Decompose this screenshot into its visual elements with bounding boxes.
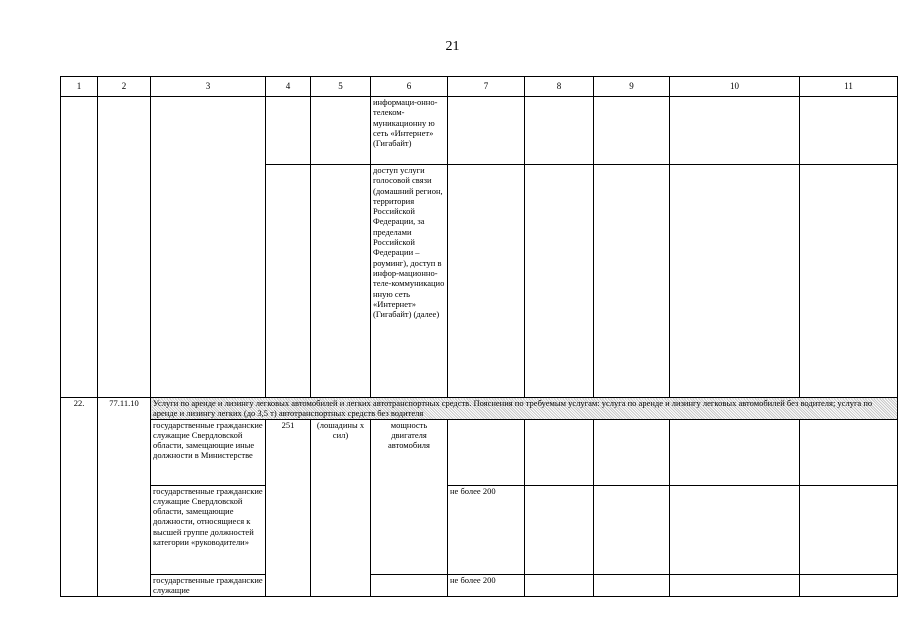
employee-category: государственные гражданские служащие Свердловской области, замещающие должности, относящиеся к высшей группе должностей категории «руководители» (151, 485, 266, 574)
column-header: 4 (266, 77, 311, 97)
table-cell (525, 97, 594, 165)
column-header: 9 (594, 77, 670, 97)
table-row (61, 97, 898, 165)
table-cell (151, 97, 266, 398)
table-row (61, 485, 898, 574)
table-cell (594, 165, 670, 398)
table-cell (98, 97, 151, 398)
table-cell (670, 165, 800, 398)
table-cell (61, 97, 98, 398)
table-cell (525, 165, 594, 398)
table-cell (594, 419, 670, 485)
table-cell (525, 485, 594, 574)
table-cell (448, 97, 525, 165)
value-cell: не более 200 (448, 574, 525, 596)
table-cell (594, 485, 670, 574)
table-cell (670, 574, 800, 596)
table-cell (800, 574, 898, 596)
row-number: 22. (61, 398, 98, 597)
service-description: Услуги по аренде и лизингу легковых автомобилей и легких автотранспортных средств. Пояснения по требуемым услугам: услуга по аренде и лизингу легковых автомобилей без водителя; услуга по аренде и лизингу легких (до 3,5 т) автотранспортных средств без водителя (151, 398, 898, 420)
requirements-table (60, 76, 898, 597)
table-cell (800, 165, 898, 398)
table-cell (594, 97, 670, 165)
column-header: 10 (670, 77, 800, 97)
table-cell (266, 97, 311, 165)
column-header: 5 (311, 77, 371, 97)
employee-category: государственные гражданские служащие Свердловской области, замещающие иные должности в Министерстве (151, 419, 266, 485)
table-cell (800, 419, 898, 485)
characteristic-cell: доступ услуги голосовой связи (домашний регион, территория Российской Федерации, за пределами Российской Федерации – роуминг), доступ в инфор-мационно-теле-коммуникацио нную сеть «Интернет» (Гигабайт) (далее) (371, 165, 448, 398)
characteristic-cell: информаци-онно-телеком-муникационну ю сеть «Интернет» (Гигабайт) (371, 97, 448, 165)
table-cell (371, 574, 448, 596)
table-cell (448, 419, 525, 485)
column-header: 7 (448, 77, 525, 97)
table-cell (525, 574, 594, 596)
table-cell (800, 485, 898, 574)
table-row (61, 419, 898, 485)
characteristic-cell: мощность двигателя автомобиля (371, 419, 448, 574)
value-cell: не более 200 (448, 485, 525, 574)
table-cell (448, 165, 525, 398)
table-cell (594, 574, 670, 596)
column-header: 6 (371, 77, 448, 97)
column-header: 3 (151, 77, 266, 97)
table-cell (266, 165, 311, 398)
table-cell (800, 97, 898, 165)
column-header: 8 (525, 77, 594, 97)
table-cell (670, 419, 800, 485)
table-cell (525, 419, 594, 485)
unit-code: 251 (266, 419, 311, 596)
header-row (61, 77, 898, 97)
page-number: 21 (445, 39, 460, 54)
column-header: 2 (98, 77, 151, 97)
column-header: 1 (61, 77, 98, 97)
employee-category: государственные гражданские служащие (151, 574, 266, 596)
table-cell (311, 97, 371, 165)
table-cell (311, 165, 371, 398)
table-row (61, 398, 898, 420)
table-row (61, 574, 898, 596)
column-header: 11 (800, 77, 898, 97)
unit-name: (лошадины х сил) (311, 419, 371, 596)
table-cell (670, 485, 800, 574)
okpd-code: 77.11.10 (98, 398, 151, 597)
table-cell (670, 97, 800, 165)
